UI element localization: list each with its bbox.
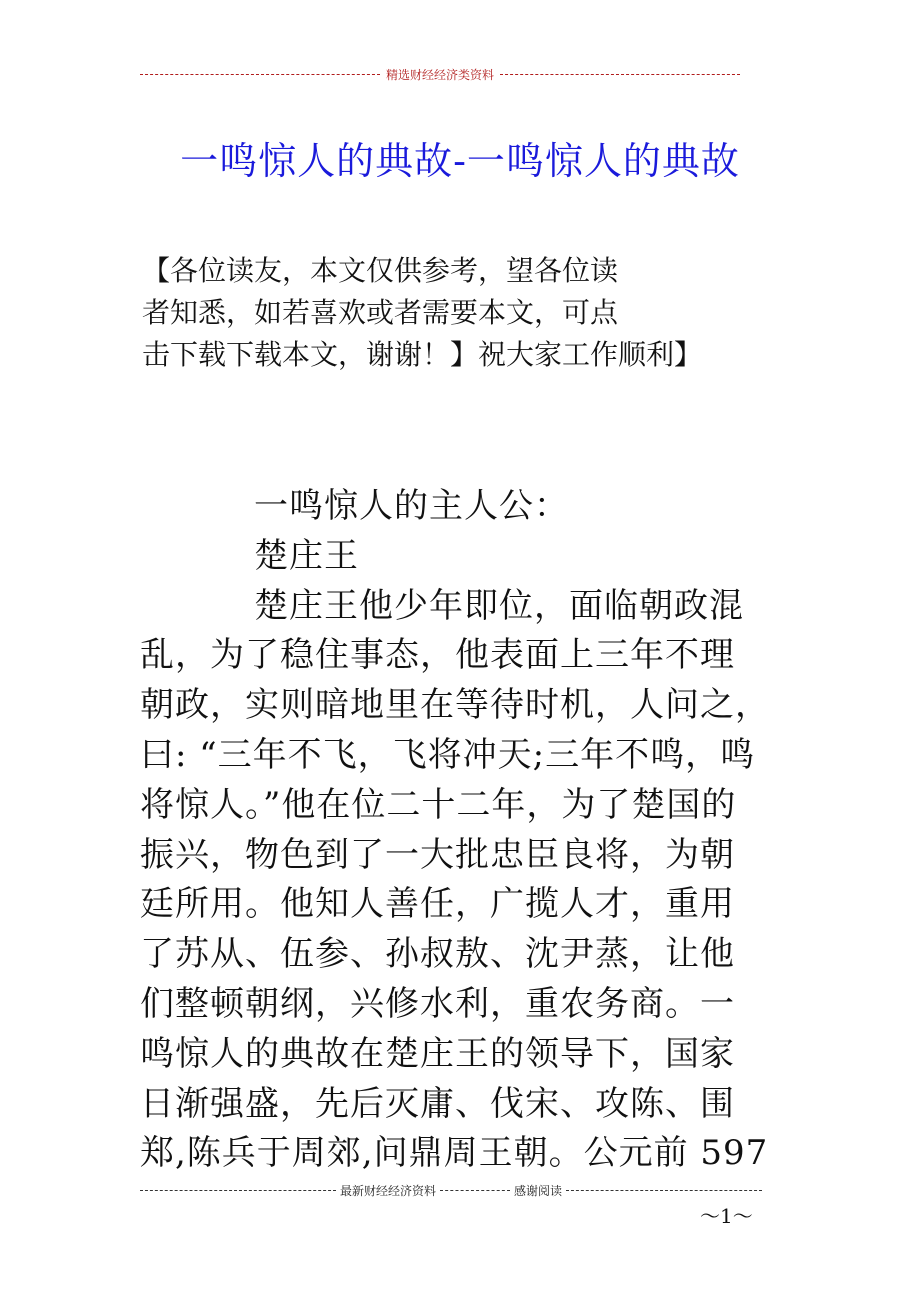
footer-dash-right <box>566 1190 762 1191</box>
footer-dash-left <box>140 1190 336 1191</box>
header-dash-right <box>500 74 740 75</box>
article-body <box>140 482 790 1179</box>
notice-line: 击下载下载本文，谢谢！】祝大家工作顺利】 <box>142 338 703 371</box>
footer-dash-middle <box>440 1190 510 1191</box>
body-line: 郑,陈兵于周郊,问鼎周王朝。公元前 597 <box>140 1133 769 1174</box>
document-title: 一鸣惊人的典故-一鸣惊人的典故 <box>180 139 740 183</box>
body-line: 一鸣惊人的主人公： <box>254 486 569 526</box>
notice-line: 【各位读友，本文仅供参考，望各位读 <box>142 254 619 287</box>
body-line: 朝政，实则暗地里在等待时机，人问之， <box>140 685 770 726</box>
notice-line: 者知悉，如若喜欢或者需要本文，可点 <box>142 296 619 329</box>
reader-notice <box>142 250 742 376</box>
header-dash-left <box>140 74 380 75</box>
header-text: 精选财经经济类资料 <box>386 68 495 82</box>
footer-left-text: 最新财经经济资料 <box>339 1184 436 1198</box>
page-number: ～1～ <box>700 1204 753 1228</box>
body-line: 了苏从、伍参、孙叔敖、沈尹蒸，让他 <box>140 934 735 975</box>
body-line: 振兴，物色到了一大批忠臣良将，为朝 <box>140 834 735 875</box>
body-line: 将惊人。”他在位二十二年，为了楚国的 <box>140 784 737 825</box>
body-line: 日渐强盛，先后灭庸、伐宋、攻陈、围 <box>140 1083 735 1124</box>
footer-banner <box>140 1182 762 1199</box>
header-banner <box>140 66 740 83</box>
body-line: 鸣惊人的典故在楚庄王的领导下，国家 <box>140 1033 735 1074</box>
body-line: 曰: “三年不飞，飞将冲天;三年不鸣，鸣 <box>140 734 756 775</box>
body-line: 廷所用。他知人善任，广揽人才，重用 <box>140 884 735 925</box>
footer-right-text: 感谢阅读 <box>514 1184 563 1198</box>
body-line: 楚庄王他少年即位，面临朝政混 <box>254 585 744 626</box>
body-line: 们整顿朝纲，兴修水利，重农务商。一 <box>140 983 735 1024</box>
body-line: 乱，为了稳住事态，他表面上三年不理 <box>140 635 735 676</box>
body-line: 楚庄王 <box>254 535 359 576</box>
